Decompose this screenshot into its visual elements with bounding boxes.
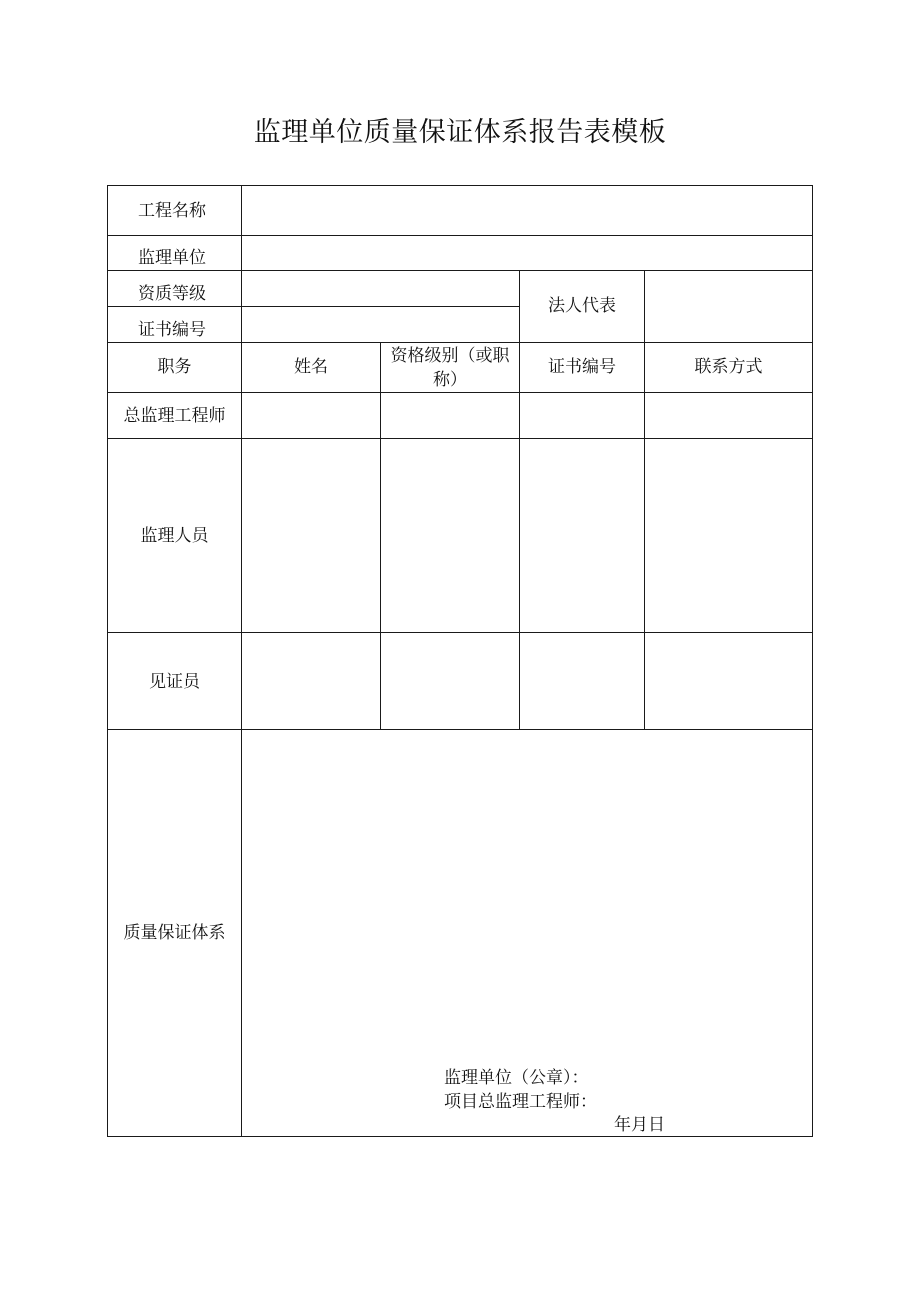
row-divider xyxy=(108,392,812,393)
row-label-chief-engineer: 总监理工程师 xyxy=(123,406,226,426)
page-title: 监理单位质量保证体系报告表模板 xyxy=(253,117,667,148)
column-divider xyxy=(644,270,645,342)
row-label-quality-system: 质量保证体系 xyxy=(123,923,226,943)
row-divider xyxy=(108,729,812,730)
row-divider xyxy=(108,632,812,633)
column-divider xyxy=(519,342,520,729)
row-divider xyxy=(108,438,812,439)
column-header-certificate-no: 证书编号 xyxy=(548,357,616,377)
project-name-label: 工程名称 xyxy=(138,201,206,221)
row-label-supervisors: 监理人员 xyxy=(140,526,209,546)
supervision-unit-label: 监理单位 xyxy=(138,248,206,268)
column-header-name: 姓名 xyxy=(294,357,328,377)
row-divider xyxy=(108,270,812,271)
column-header-position: 职务 xyxy=(157,357,192,377)
row-divider xyxy=(108,235,242,236)
column-divider xyxy=(644,342,645,729)
row-label-witness: 见证员 xyxy=(149,672,200,692)
column-divider xyxy=(380,342,381,729)
legal-rep-label: 法人代表 xyxy=(548,296,616,316)
column-divider xyxy=(241,186,242,1136)
column-header-qualification-line1: 资格级别（或职 xyxy=(390,346,510,366)
column-header-qualification-line2: 称） xyxy=(433,370,467,390)
certificate-no-label: 证书编号 xyxy=(138,320,206,340)
qualification-level-label: 资质等级 xyxy=(138,284,206,304)
row-divider xyxy=(108,342,812,343)
row-divider xyxy=(108,306,520,307)
quality-report-form xyxy=(107,185,813,1137)
signature-chief-engineer: 项目总监理工程师： xyxy=(444,1092,597,1112)
signature-unit-seal: 监理单位（公章）： xyxy=(444,1068,589,1088)
signature-date: 年月日 xyxy=(614,1115,665,1135)
row-divider xyxy=(241,235,812,236)
column-header-contact: 联系方式 xyxy=(694,357,763,377)
